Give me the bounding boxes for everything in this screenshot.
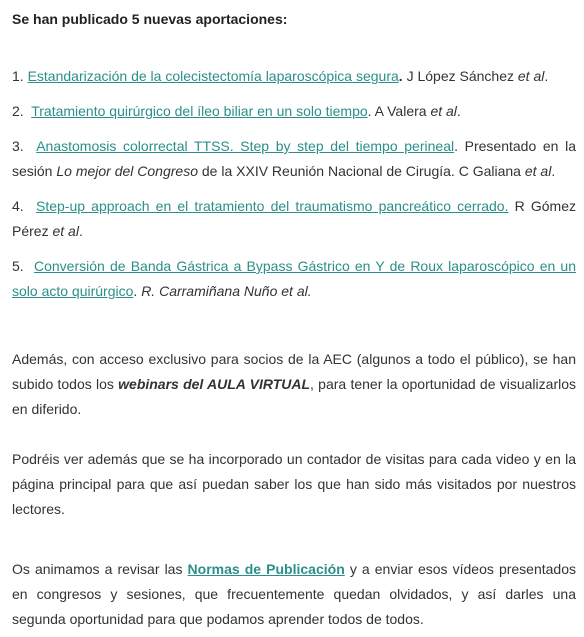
paragraph-text: Además, con acceso exclusivo para socios de la AEC (algunos a todo el público), se han subido todos los — [12, 351, 576, 392]
intro-heading: Se han publicado 5 nuevas aportaciones: — [12, 11, 288, 27]
video-link-step-up-approach[interactable]: Step-up approach en el tratamiento del traumatismo pancreático cerrado. — [35, 198, 509, 214]
paragraph-webinars — [12, 347, 576, 422]
item-authors: J López Sánchez — [402, 68, 518, 84]
paragraph-visit-counter: Podréis ver además que se ha incorporado un contador de visitas para cada video y en la página principal para que así puedan saber los que han sido más visitados por nuestros lectores. — [12, 451, 576, 517]
item-etal: et al — [517, 68, 545, 84]
item-etal: et al — [524, 163, 552, 179]
item-number: 3. — [12, 138, 24, 154]
item-end: . — [456, 103, 461, 119]
item-end: . — [544, 68, 549, 84]
item-session: Lo mejor del Congreso — [56, 163, 198, 179]
item-etal: et al — [430, 103, 457, 119]
paragraph-text: Os animamos a revisar las — [12, 561, 188, 577]
video-link-conversion-banda-gastrica[interactable]: Conversión de Banda Gástrica a Bypass Gástrico en Y de Roux laparoscópico en un solo acto quirúrgico — [12, 258, 576, 299]
item-number: 5. — [12, 258, 24, 274]
paragraph-publication-rules — [12, 557, 576, 632]
list-item — [12, 99, 576, 124]
item-authors: R. Carramiñana Nuño et al — [141, 283, 308, 299]
item-etal: et al — [52, 223, 79, 239]
list-item — [12, 194, 576, 244]
item-number: 1. — [12, 68, 24, 84]
item-end: . — [78, 223, 83, 239]
webinars-highlight: webinars del AULA VIRTUAL — [118, 376, 311, 392]
video-link-ileo-biliar[interactable]: Tratamiento quirúrgico del íleo biliar en un solo tiempo — [31, 103, 368, 119]
item-authors: . A Valera — [367, 103, 431, 119]
item-authors: R Gómez Pérez — [12, 198, 577, 239]
item-number: 2. — [12, 103, 24, 119]
item-punct: . — [398, 68, 403, 84]
publication-rules-link[interactable]: Normas de Publicación — [187, 561, 345, 577]
item-authors: de la XXIV Reunión Nacional de Cirugía. C Galiana — [198, 163, 525, 179]
list-item — [12, 64, 576, 89]
paragraph-text: , para tener la oportunidad de visualizarlos en diferido. — [12, 376, 576, 417]
item-end: . — [551, 163, 556, 179]
list-item — [12, 254, 576, 304]
item-text: . Presentado en la sesión — [12, 138, 576, 179]
item-number: 4. — [12, 198, 24, 214]
item-end: . — [307, 283, 312, 299]
video-link-anastomosis[interactable]: Anastomosis colorrectal TTSS. Step by step del tiempo perineal — [36, 138, 455, 154]
video-link-colecistectomia[interactable]: Estandarización de la colecistectomía laparoscópica segura — [27, 68, 399, 84]
item-text: . — [133, 283, 142, 299]
list-item — [12, 134, 576, 184]
paragraph-text: y a enviar esos vídeos presentados en congresos y sesiones, que frecuentemente quedan olvidados, y así darles una segunda oportunidad para que podamos aprender todos de todos. — [12, 561, 576, 627]
